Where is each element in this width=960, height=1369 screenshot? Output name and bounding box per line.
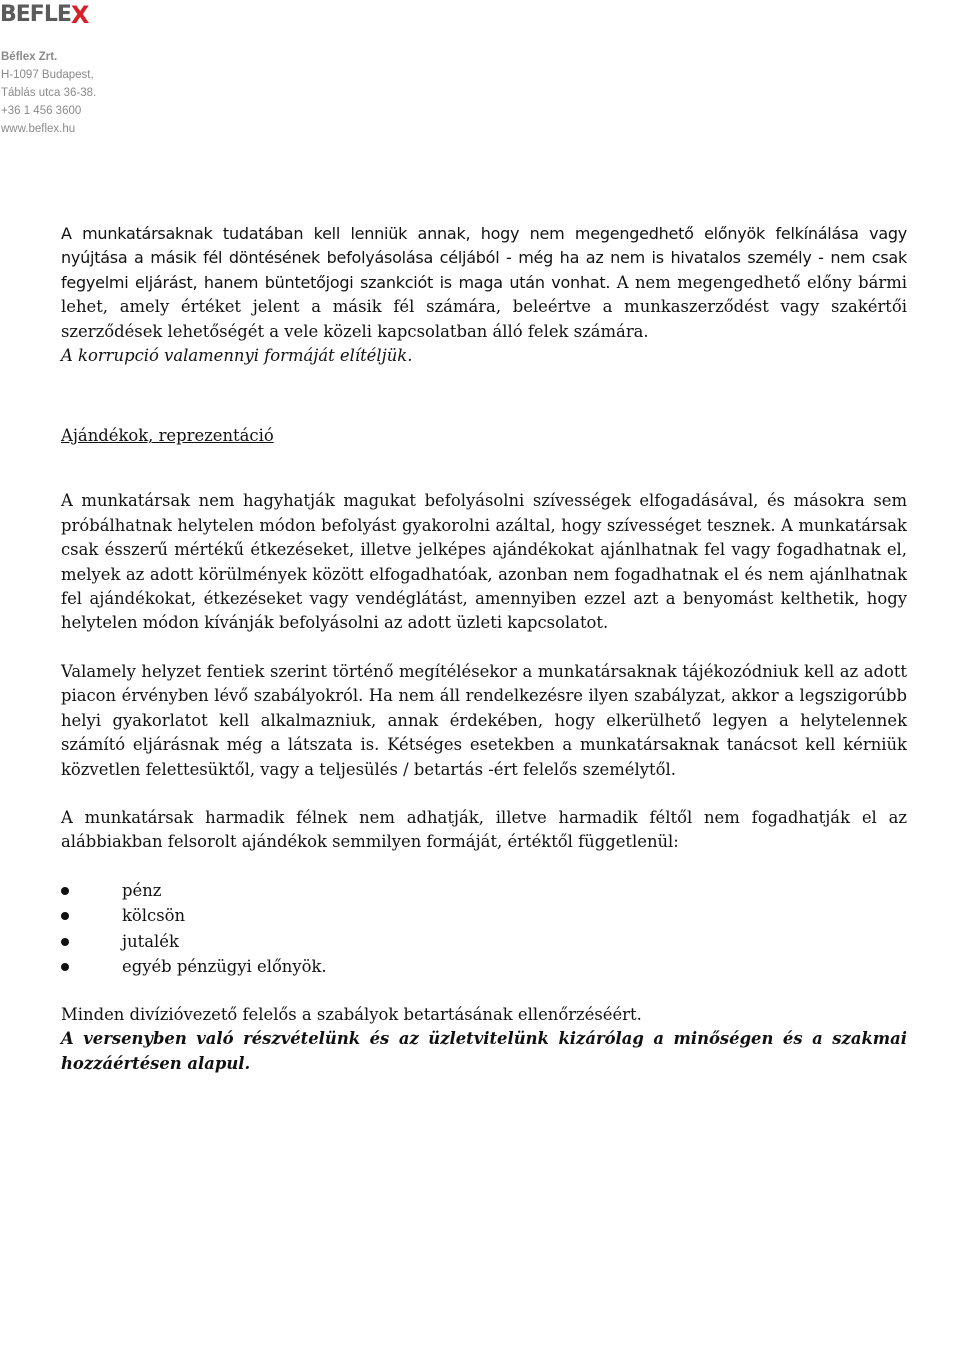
spacer [61, 855, 907, 878]
gifts-paragraph-1: A munkatársak nem hagyhatják magukat befolyásolni szívességek elfogadásával, és másokra sem próbálhatnak helytelen módon befolyást gyakorolni azáltal, hogy szívességet tesznek. A munkatársak csak ésszerű mértékű étkezéseket, illetve jelképes ajándékokat ajánlhatnak fel vagy fogadhatnak el, melyek az adott körülmények között elfogadhatóak, azonban nem fogadhatnak el és nem ajánlhatnak fel ajándékokat, étkezéseket vagy vendéglátást, amennyiben ezzel azt a benyomást kelthetik, hogy helytelen módon kívánják befolyásolni az adott üzleti kapcsolatot. [61, 491, 907, 633]
closing-statement: A versenyben való részvételünk és az üzletvitelünk kizárólag a minőségen és a szakmai hozzáértésen alapul. [61, 1029, 907, 1073]
logo-text: BEFLE [0, 2, 71, 27]
logo-x-mark: X [70, 1, 89, 29]
spacer [61, 368, 907, 424]
address-line-1: H-1097 Budapest, [1, 69, 94, 81]
spacer [61, 782, 907, 806]
document-body [61, 222, 907, 1076]
list-item: pénz [61, 878, 907, 904]
beflex-logo [0, 1, 134, 29]
company-name: Béflex Zrt. [1, 51, 58, 63]
website: www.beflex.hu [1, 123, 76, 135]
spacer [61, 448, 907, 489]
bullet-icon [61, 912, 69, 920]
intro-text: A munkatársaknak tudatában kell lenniük annak, hogy nem megengedhető előnyök felkínálása vagy nyújtása a másik fél döntésének befolyásolása céljából - még ha az nem is hivatalos személy - nem csak fegyelmi eljárást, hanem büntetőjogi szankciót is maga után vonhat. [61, 224, 907, 292]
bullet-icon [61, 887, 69, 895]
intro-paragraph [61, 222, 907, 344]
logo-wordmark [0, 1, 89, 29]
section-heading: Ajándékok, reprezentáció [61, 426, 274, 446]
phone-number: +36 1 456 3600 [1, 105, 82, 117]
list-item: kölcsön [61, 903, 907, 929]
gifts-paragraph-2: Valamely helyzet fentiek szerint történő megítélésekor a munkatársaknak tájékozódniuk kell az adott piacon érvényben lévő szabályokról. Ha nem áll rendelkezésre ilyen szabályzat, akkor a legszigorúbb helyi gyakorlatot kell alkalmazniuk, annak érdekében, hogy elkerülhető legyen a helytelennek számító eljárásnak még a látszata is. Kétséges esetekben a munkatársaknak tanácsot kell kérniük közvetlen felettesüktől, vagy a teljesülés / betartás -ért felelős személytől. [61, 661, 907, 779]
intro-continuation: A nem megengedhető előny bármi lehet, amely értéket jelent a másik fél számára, beleértve a munkaszerződést vagy szakértői szerződések lehetőségét a vele közeli kapcsolatban álló felek számára. [61, 272, 907, 341]
spacer [61, 980, 907, 1003]
responsibility-statement: Minden divízióvezető felelős a szabályok betartásának ellenőrzéséért. [61, 1004, 642, 1024]
spacer [61, 636, 907, 660]
address-line-2: Táblás utca 36-38. [1, 87, 97, 99]
forbidden-gifts-list [61, 878, 907, 980]
company-address-block [1, 48, 96, 138]
list-item: jutalék [61, 929, 907, 955]
bullet-icon [61, 938, 69, 946]
bullet-icon [61, 963, 69, 971]
list-item: egyéb pénzügyi előnyök. [61, 954, 907, 980]
gifts-paragraph-3: A munkatársak harmadik félnek nem adhatják, illetve harmadik féltől nem fogadhatják el az alábbiakban felsorolt ajándékok semmilyen formáját, értéktől függetlenül: [61, 807, 907, 852]
corruption-statement: A korrupció valamennyi formáját elítéljük. [61, 346, 413, 366]
